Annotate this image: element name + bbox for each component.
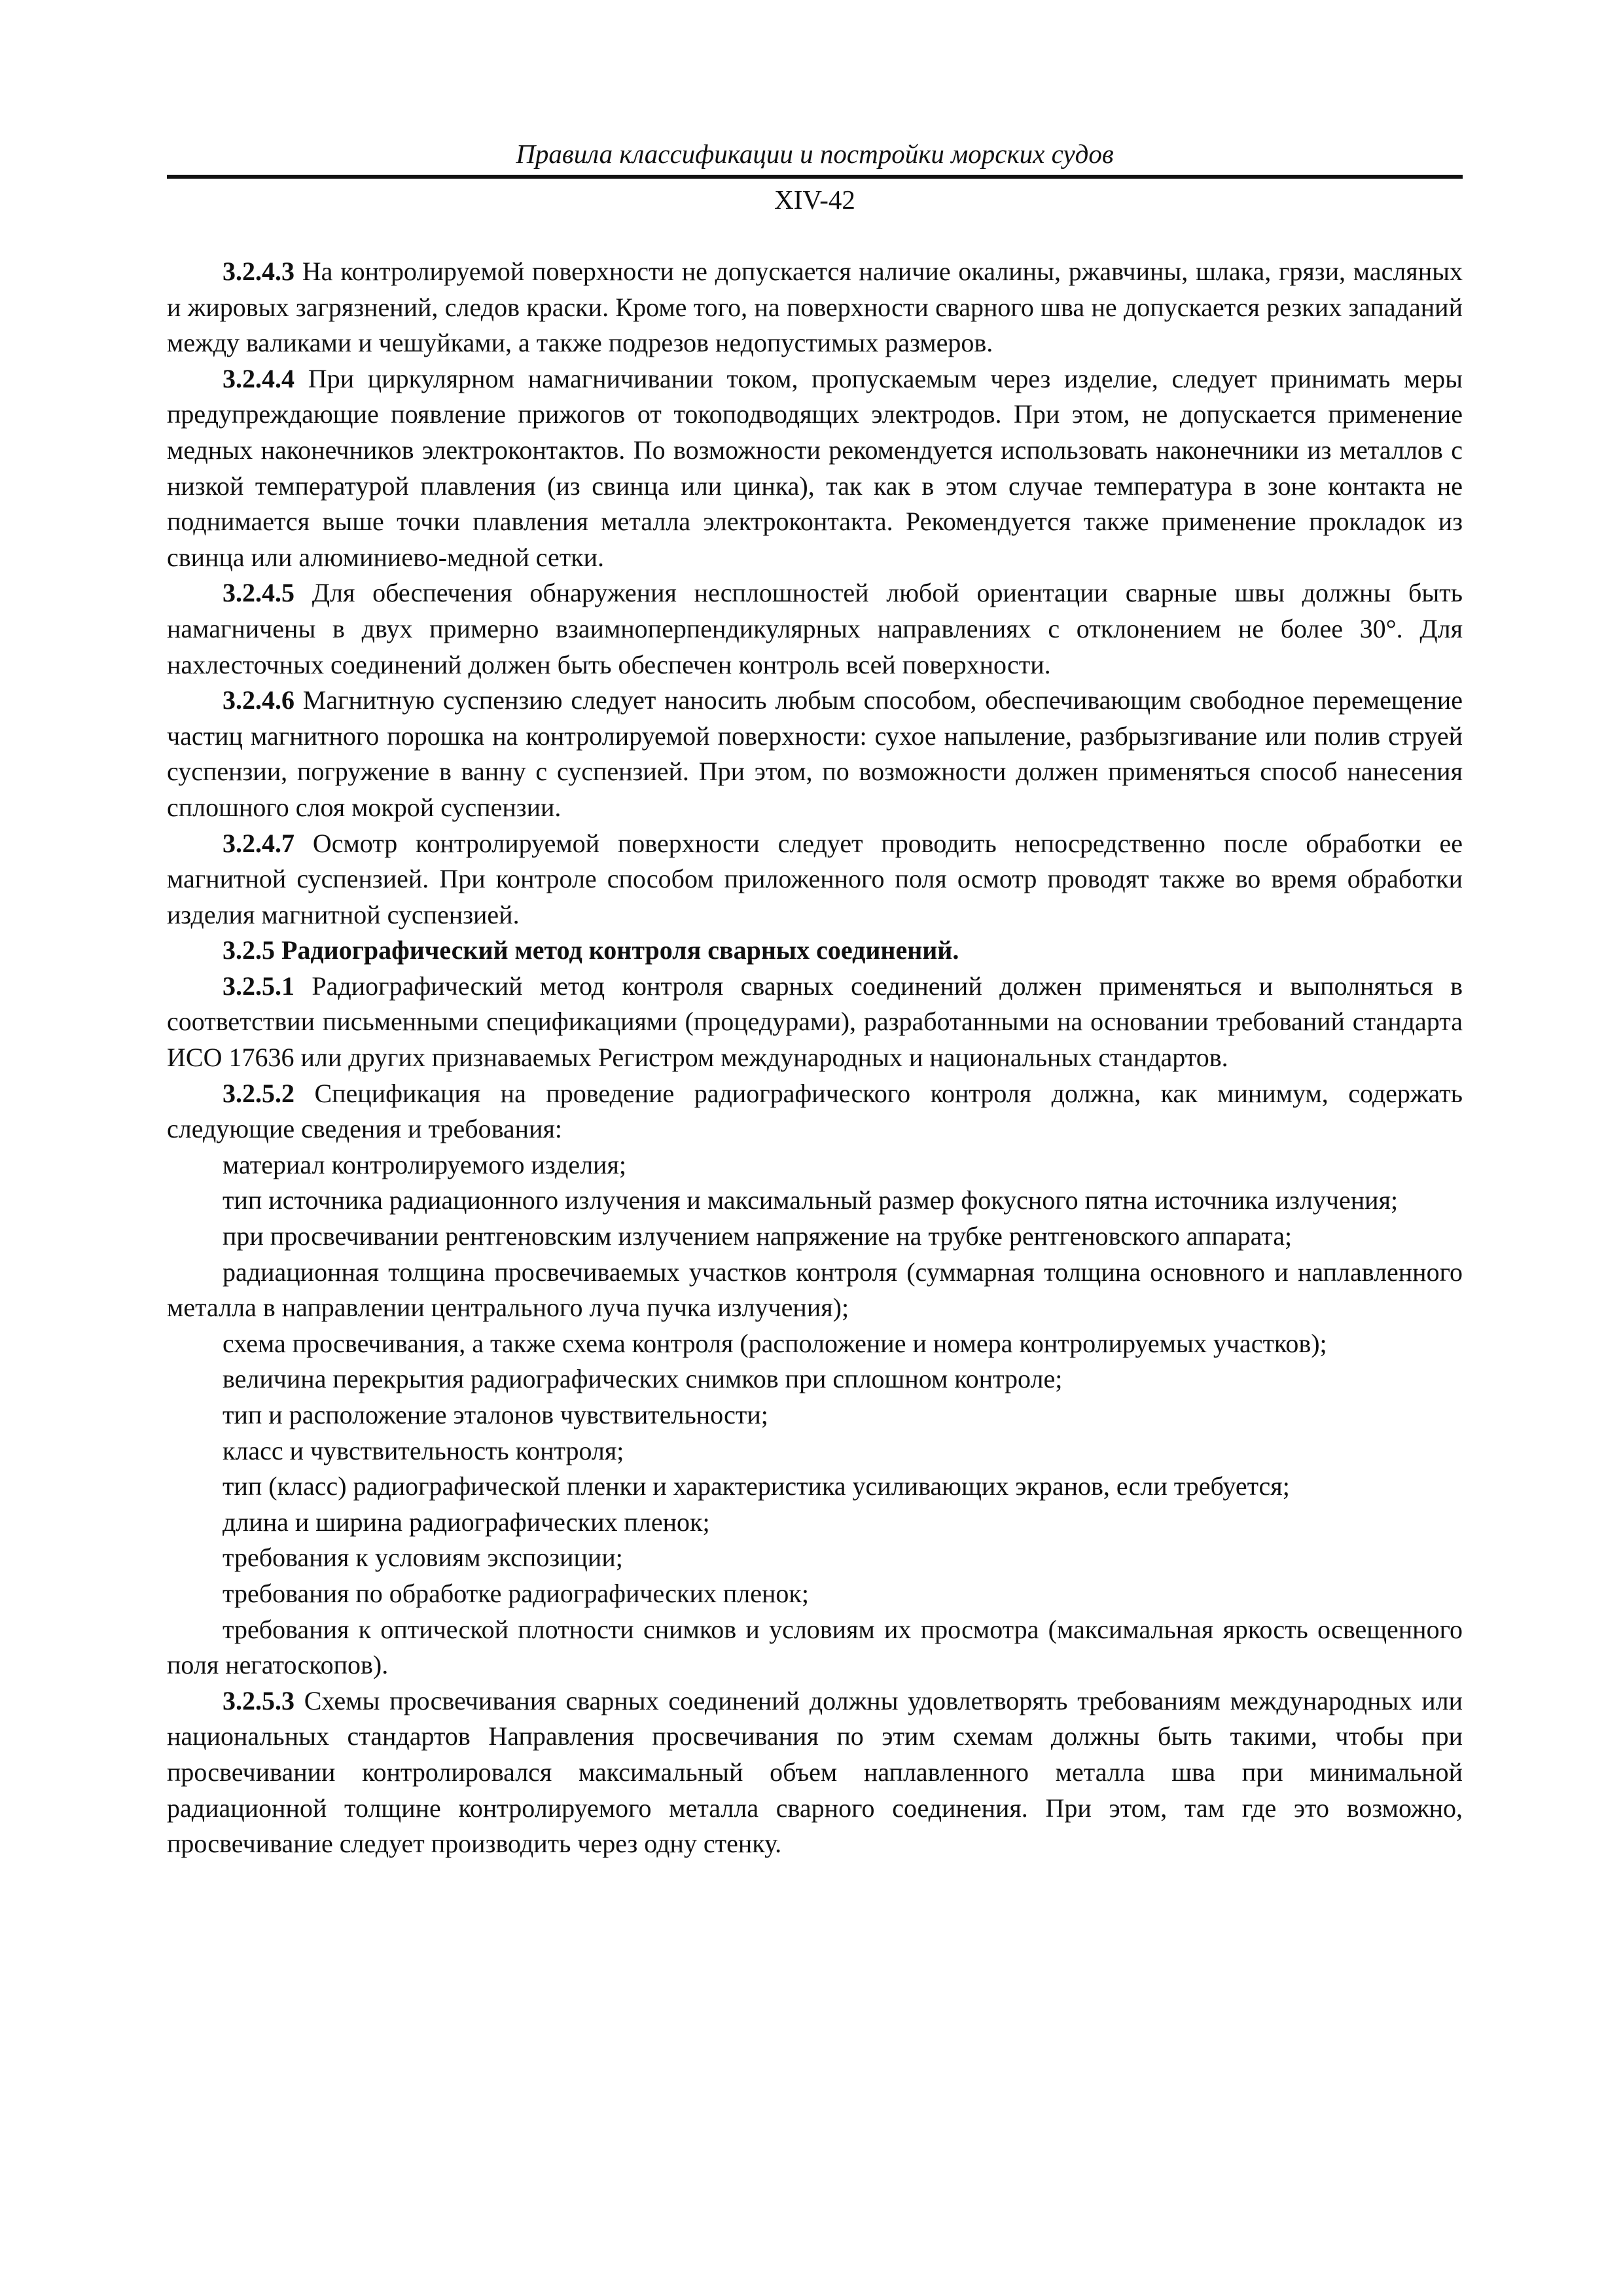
list-item: требования по обработке радиографических пленок;: [223, 1578, 809, 1608]
running-title: Правила классификации и постройки морских судов: [516, 139, 1114, 169]
clause-number: 3.2.4.4: [223, 363, 294, 393]
section-heading: 3.2.5 Радиографический метод контроля сварных соединений.: [223, 935, 959, 965]
document-body: [167, 254, 1463, 1862]
paragraph-3-2-5-2: [167, 1076, 1463, 1147]
list-item: схема просвечивания, а также схема контроля (расположение и номера контролируемых участков);: [223, 1328, 1327, 1358]
paragraph-text: На контролируемой поверхности не допускается наличие окалины, ржавчины, шлака, грязи, масляных и жировых загрязнений, следов краски. Кроме того, на поверхности сварного шва не допускается резких западаний между валиками и чешуйками, а также подрезов недопустимых размеров.: [167, 257, 1463, 358]
paragraph-text: Осмотр контролируемой поверхности следует проводить непосредственно после обработки ее магнитной суспензией. При контроле способом приложенного поля осмотр проводят также во время обработки изделия магнитной суспензией.: [167, 828, 1463, 929]
list-item: величина перекрытия радиографических снимков при сплошном контроле;: [223, 1364, 1063, 1394]
list-item: тип (класс) радиографической пленки и характеристика усиливающих экранов, если требуется;: [223, 1471, 1290, 1501]
paragraph-text: Для обеспечения обнаружения несплошностей любой ориентации сварные швы должны быть намагничены в двух примерно взаимноперпендикулярных направлениях с отклонением не более 30°. Для нахлесточных соединений должен быть обеспечен контроль всей поверхности.: [167, 578, 1463, 679]
paragraph-3-2-4-7: [167, 826, 1463, 933]
list-item: тип и расположение эталонов чувствительности;: [223, 1400, 768, 1429]
paragraph-text: При циркулярном намагничивании током, пропускаемым через изделие, следует принимать меры предупреждающие появление прижогов от токоподводящих электродов. При этом, не допускается применение медных наконечников электроконтактов. По возможности рекомендуется использовать наконечники из металлов с низкой температурой плавления (из свинца или цинка), так как в этом случае температура в зоне контакта не поднимается выше точки плавления металла электроконтакта. Рекомендуется также применение прокладок из свинца или алюминиево-медной сетки.: [167, 363, 1463, 572]
paragraph-3-2-4-5: [167, 575, 1463, 683]
paragraph-text: Радиографический метод контроля сварных соединений должен применяться и выполняться в соответствии письменными спецификациями (процедурами), разработанными на основании требований стандарта ИСО 17636 или других признаваемых Регистром международных и национальных стандартов.: [167, 971, 1463, 1073]
paragraph-text: Магнитную суспензию следует наносить любым способом, обеспечивающим свободное перемещение частиц магнитного порошка на контролируемой поверхности: сухое напыление, разбрызгивание или полив струей суспензии, погружение в ванну с суспензией. При этом, по возможности должен применяться способ нанесения сплошного слоя мокрой суспензии.: [167, 685, 1463, 822]
list-item: требования к оптической плотности снимков и условиям их просмотра (максимальная яркость освещенного поля негатоскопов).: [167, 1614, 1463, 1680]
paragraph-3-2-4-6: [167, 683, 1463, 825]
paragraph-3-2-4-3: [167, 254, 1463, 361]
paragraph-text: Спецификация на проведение радиографического контроля должна, как минимум, содержать следующие сведения и требования:: [167, 1078, 1463, 1144]
clause-number: 3.2.4.7: [223, 828, 294, 858]
list-item: при просвечивании рентгеновским излучением напряжение на трубке рентгеновского аппарата;: [223, 1221, 1293, 1251]
page-header: [167, 134, 1463, 219]
paragraph-text: Схемы просвечивания сварных соединений должны удовлетворять требованиям международных или национальных стандартов Направления просвечивания по этим схемам должны быть такими, чтобы при просвечивании контролировался максимальный объем наплавленного металла шва при минимальной радиационной толщине контролируемого металла сварного соединения. При этом, там где это возможно, просвечивание следует производить через одну стенку.: [167, 1685, 1463, 1859]
clause-number: 3.2.4.3: [223, 257, 294, 286]
list-item: материал контролируемого изделия;: [223, 1149, 626, 1179]
list-item: класс и чувствительность контроля;: [223, 1435, 624, 1465]
list-item: тип источника радиационного излучения и максимальный размер фокусного пятна источника излучения;: [223, 1185, 1399, 1215]
clause-number: 3.2.4.5: [223, 578, 294, 608]
page-number: XIV-42: [774, 185, 855, 215]
clause-number: 3.2.5.3: [223, 1685, 294, 1715]
header-rule: [167, 175, 1463, 179]
list-item: радиационная толщина просвечиваемых участков контроля (суммарная толщина основного и наплавленного металла в направлении центрального луча пучка излучения);: [167, 1257, 1463, 1323]
clause-number: 3.2.5.2: [223, 1078, 294, 1108]
paragraph-3-2-5-3: [167, 1683, 1463, 1862]
list-item: требования к условиям экспозиции;: [223, 1543, 623, 1573]
list-item: длина и ширина радиографических пленок;: [223, 1507, 710, 1537]
clause-number: 3.2.4.6: [223, 685, 294, 715]
paragraph-3-2-5-1: [167, 969, 1463, 1076]
paragraph-3-2-4-4: [167, 361, 1463, 576]
clause-number: 3.2.5.1: [223, 971, 294, 1001]
